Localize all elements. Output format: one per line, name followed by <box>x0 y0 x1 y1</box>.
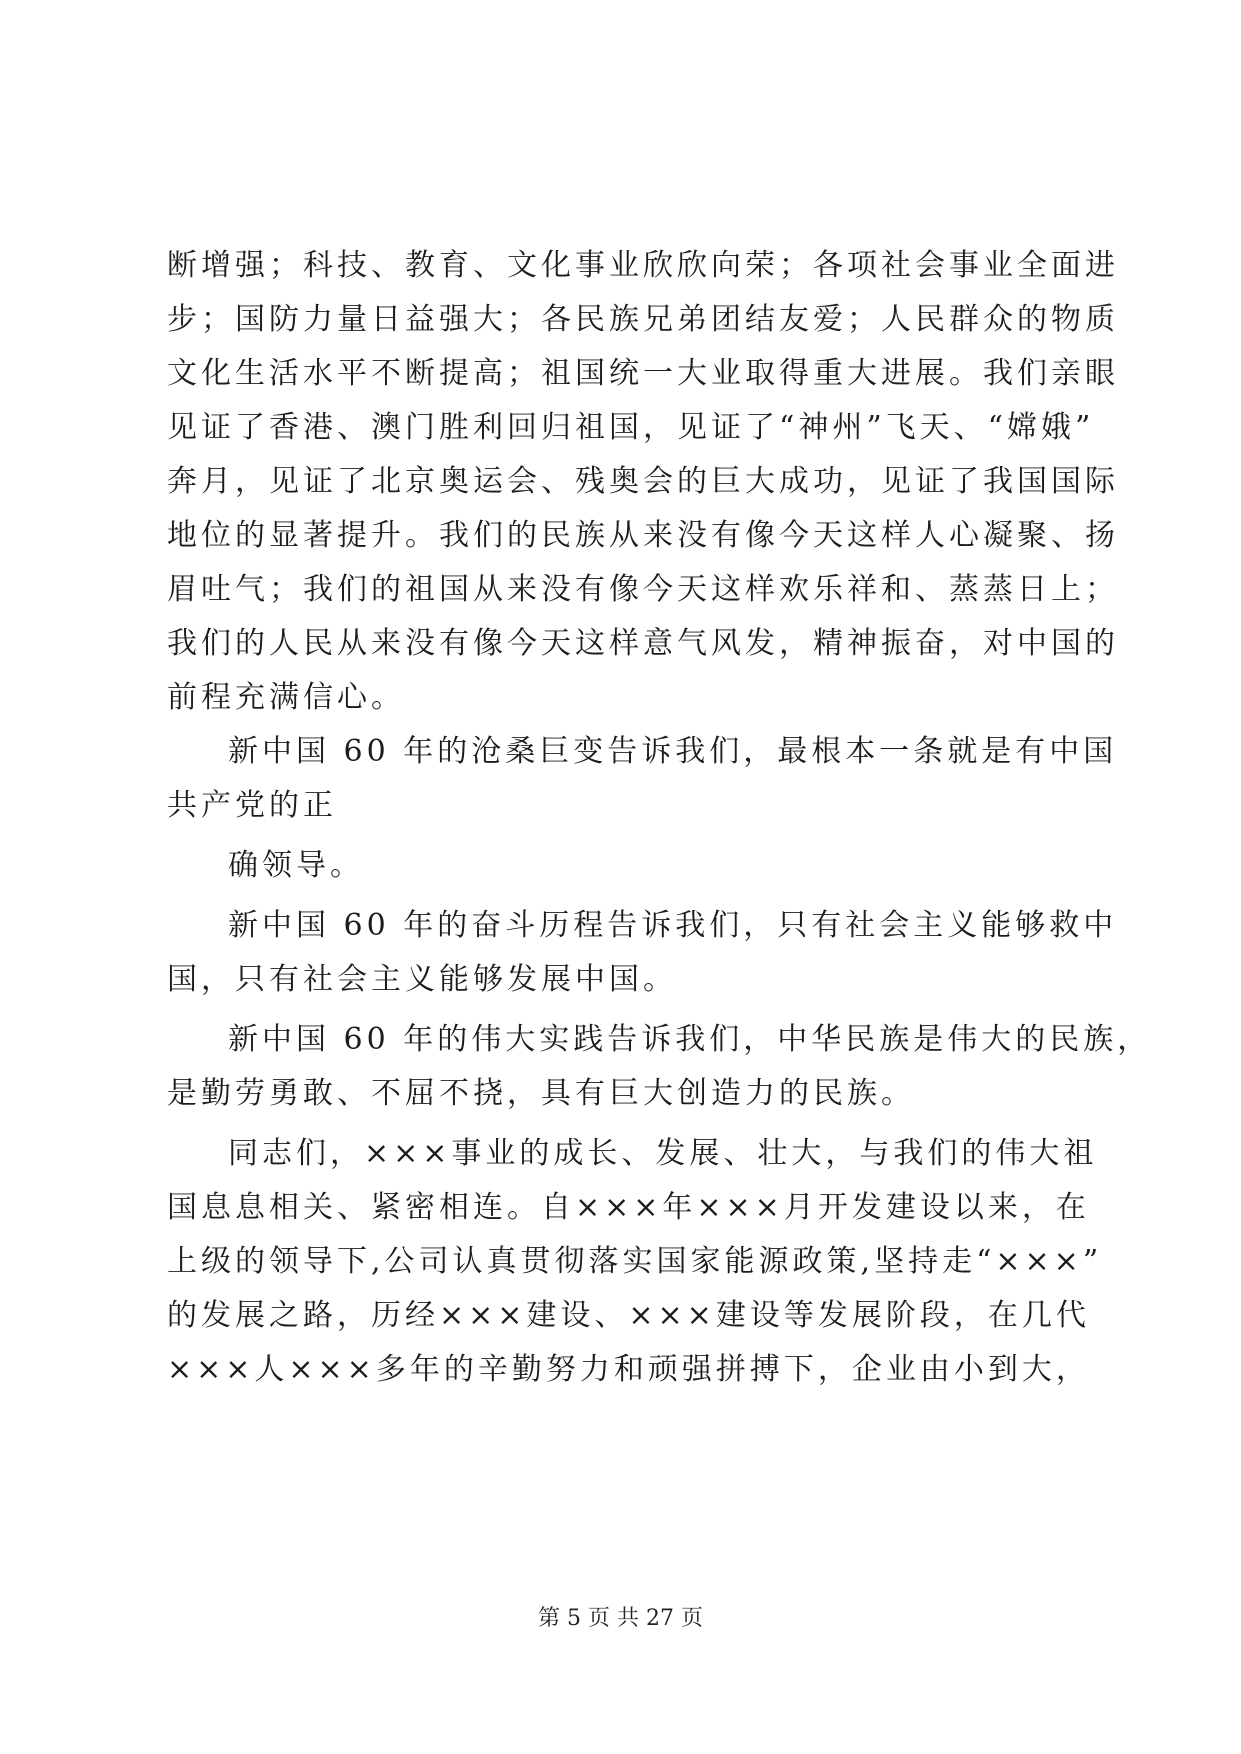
text-line: 奔月，见证了北京奥运会、残奥会的巨大成功，见证了我国国际 <box>167 464 1119 499</box>
text-line: 眉吐气；我们的祖国从来没有像今天这样欢乐祥和、蒸蒸日上； <box>167 572 1119 607</box>
text-line: ×××人×××多年的辛勤努力和顽强拼搏下，企业由小到大， <box>167 1352 1090 1387</box>
paragraph-start-line: 新中国 60 年的伟大实践告诉我们，中华民族是伟大的民族， <box>228 1022 1152 1057</box>
text-line: 前程充满信心。 <box>167 680 405 715</box>
text-line: 是勤劳勇敢、不屈不挠，具有巨大创造力的民族。 <box>167 1076 915 1111</box>
text-line: 我们的人民从来没有像今天这样意气风发，精神振奋，对中国的 <box>167 626 1119 661</box>
text-line: 上级的领导下,公司认真贯彻落实国家能源政策,坚持走“×××” <box>167 1244 1103 1279</box>
paragraph-start-line: 确领导。 <box>228 848 364 883</box>
text-line: 国，只有社会主义能够发展中国。 <box>167 962 677 997</box>
text-line: 断增强；科技、教育、文化事业欣欣向荣；各项社会事业全面进 <box>167 248 1119 283</box>
text-line: 共产党的正 <box>167 788 337 823</box>
text-line: 见证了香港、澳门胜利回归祖国，见证了“神州”飞天、“嫦娥” <box>167 410 1095 445</box>
paragraph-start-line: 新中国 60 年的奋斗历程告诉我们，只有社会主义能够救中 <box>228 908 1118 943</box>
page-number-footer: 第 5 页 共 27 页 <box>538 1606 703 1631</box>
paragraph-start-line: 同志们，×××事业的成长、发展、壮大，与我们的伟大祖 <box>228 1136 1098 1171</box>
text-line: 地位的显著提升。我们的民族从来没有像今天这样人心凝聚、扬 <box>167 518 1119 553</box>
text-line: 的发展之路，历经×××建设、×××建设等发展阶段，在几代 <box>167 1298 1090 1333</box>
text-line: 步；国防力量日益强大；各民族兄弟团结友爱；人民群众的物质 <box>167 302 1119 337</box>
paragraph-start-line: 新中国 60 年的沧桑巨变告诉我们，最根本一条就是有中国 <box>228 734 1118 769</box>
text-line: 文化生活水平不断提高；祖国统一大业取得重大进展。我们亲眼 <box>167 356 1119 391</box>
text-line: 国息息相关、紧密相连。自×××年×××月开发建设以来，在 <box>167 1190 1090 1225</box>
